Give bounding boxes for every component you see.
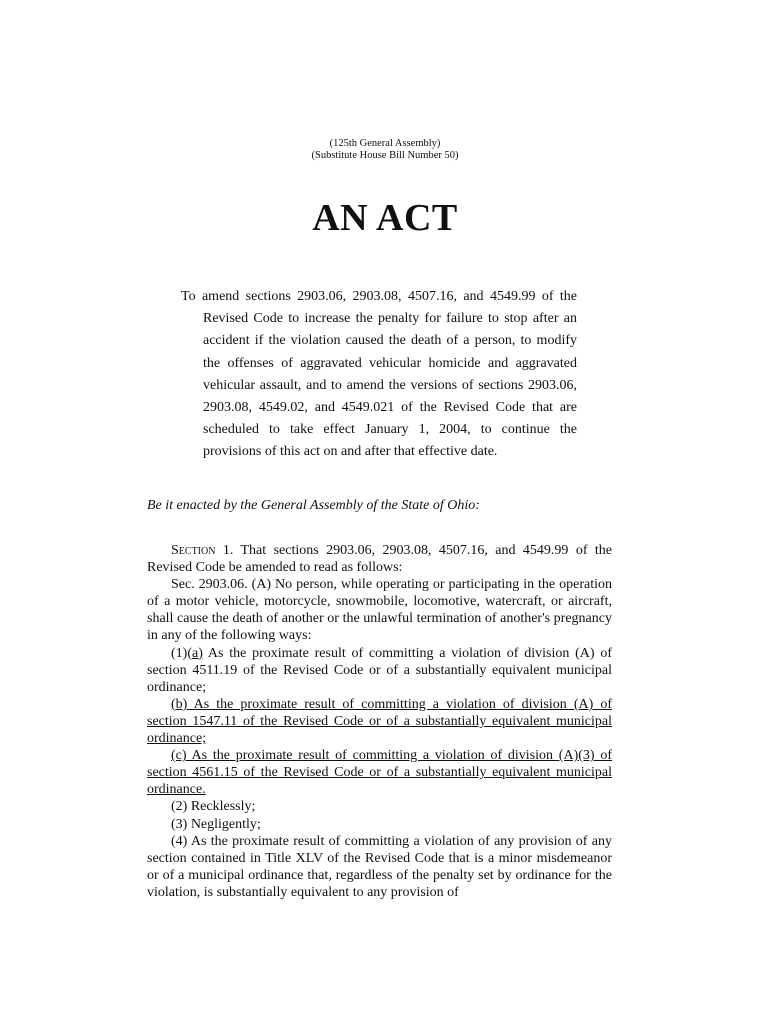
division-3: (3) Negligently;: [171, 816, 261, 832]
section-label: Section: [171, 543, 216, 558]
section-1-paragraph: [147, 542, 612, 576]
enacting-clause: Be it enacted by the General Assembly of the State of Ohio:: [147, 498, 480, 513]
section-1-text: 1. That sections 2903.06, 2903.08, 4507.16, and 4549.99 of the Revised Code be amended to read as follows:: [147, 543, 612, 576]
act-summary: To amend sections 2903.06, 2903.08, 4507.16, and 4549.99 of the Revised Code to increase the penalty for failure to stop after an accident if the violation caused the death of a person, to modify the offenses of aggravated vehicular homicide and aggravated vehicular assault, and to amend the versions of sections 2903.06, 2903.08, 4549.02, and 4549.021 of the Revised Code that are scheduled to take effect January 1, 2004, to continue the provisions of this act on and after that effective date.: [181, 289, 577, 460]
division-1-a-text: As the proximate result of committing a violation of division (A) of section 4511.19 of the Revised Code or of a substantially equivalent municipal ordinance;: [147, 645, 612, 695]
bill-header: [0, 138, 770, 162]
assembly-line: (125th General Assembly): [329, 138, 441, 149]
division-4: (4) As the proximate result of committing a violation of any provision of any section contained in Title XLV of the Revised Code that is a minor misdemeanor or of a municipal ordinance that, regardless of the penalty set by ordinance for the violation, is substantially equivalent to any provision of: [147, 833, 612, 900]
sec-2903-06-intro: Sec. 2903.06. (A) No person, while operating or participating in the operation of a motor vehicle, motorcycle, snowmobile, locomotive, watercraft, or aircraft, shall cause the death of another or the unlawful termination of another's pregnancy in any of the following ways:: [147, 577, 612, 644]
division-number: (1): [171, 645, 188, 661]
act-title: AN ACT: [312, 197, 458, 239]
division-2: (2) Recklessly;: [171, 799, 256, 815]
inserted-subdivision-a: (a): [187, 645, 203, 661]
division-a-1-a: [147, 645, 612, 696]
act-body: [147, 542, 612, 901]
inserted-division-1-c: (c) As the proximate result of committing a violation of division (A)(3) of section 4561.15 of the Revised Code or of a substantially equivalent municipal ordinance.: [147, 748, 612, 798]
bill-number-line: (Substitute House Bill Number 50): [311, 150, 459, 161]
inserted-division-1-b: (b) As the proximate result of committing a violation of division (A) of section 1547.11 of the Revised Code or of a substantially equivalent municipal ordinance;: [147, 696, 612, 747]
